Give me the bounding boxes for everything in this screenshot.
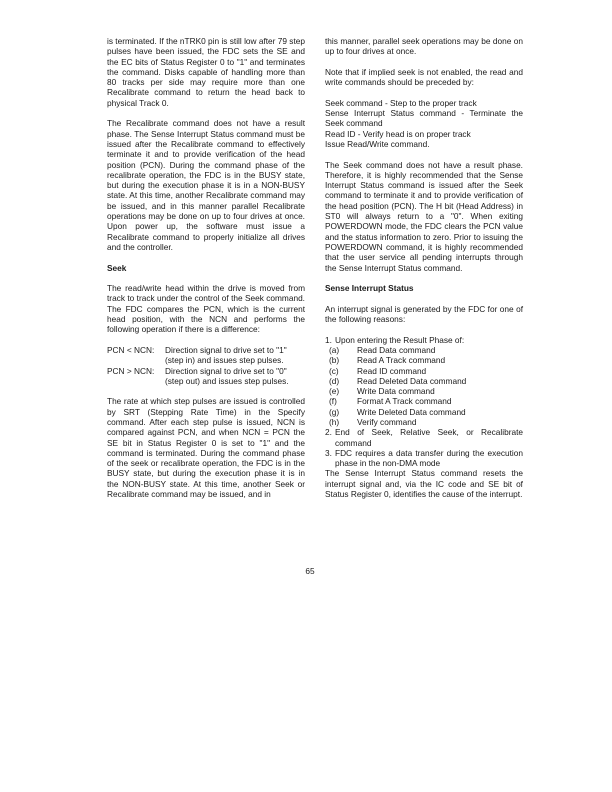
list-item	[325, 448, 523, 469]
sense-interrupt-heading: Sense Interrupt Status	[325, 283, 414, 294]
sequence-line: Issue Read/Write command.	[325, 138, 430, 149]
pcn-label: PCN < NCN:	[107, 344, 155, 355]
sub-list-text: Read Data command	[357, 344, 436, 355]
list-text: Upon entering the Result Phase of:	[335, 334, 465, 345]
paragraph: is terminated. If the nTRK0 pin is still low after 79 step pulses have been issued, the FDC sets the SE and the EC bits of Status Register 0 to "1" and terminates the command. Disks capable of handling more than 80 tracks per side may require more than one Recalibrate command to return the head back to physical Track 0.	[107, 36, 305, 108]
sub-list-item	[325, 396, 523, 406]
pcn-comparison	[107, 345, 305, 386]
sub-list-key: (d)	[329, 375, 340, 386]
sub-list-text: Read ID command	[357, 365, 427, 376]
list-number: 3.	[325, 447, 332, 458]
sub-list-key: (b)	[329, 355, 340, 366]
list-item	[325, 427, 523, 448]
sub-list-key: (h)	[329, 416, 340, 427]
sub-list-key: (f)	[329, 396, 337, 407]
left-column	[107, 36, 305, 510]
list-number: 1.	[325, 334, 332, 345]
command-sequence	[325, 98, 523, 149]
sub-list-text: Format A Track command	[357, 396, 452, 407]
list-text: FDC requires a data transfer during the execution phase in the non-DMA mode	[335, 447, 523, 469]
paragraph: this manner, parallel seek operations may be done on up to four drives at once.	[325, 36, 523, 57]
sub-list-item	[325, 376, 523, 386]
sub-list-text: Verify command	[357, 416, 417, 427]
paragraph: The Recalibrate command does not have a result phase. The Sense Interrupt Status command must be issued after the Recalibrate command to effectively terminate it and to provide verification of the head position (PCN). During the command phase of the recalibrate operation, the FDC is in the BUSY state, but during the execution phase it is in a NON-BUSY state. At this time, another Recalibrate command may be issued, and in this manner parallel Recalibrate operations may be done on up to four drives at once. Upon power up, the software must issue a Recalibrate command to properly initialize all drives and the controller.	[107, 118, 305, 252]
sequence-line: Read ID - Verify head is on proper track	[325, 128, 471, 139]
sub-list-text: Write Deleted Data command	[357, 406, 466, 417]
list-item	[325, 335, 523, 345]
sub-list-item	[325, 417, 523, 427]
list-text: End of Seek, Relative Seek, or Recalibrate command	[335, 427, 523, 448]
sub-list-item	[325, 386, 523, 396]
pcn-text: Direction signal to drive set to "1" (step in) and issues step pulses.	[165, 344, 287, 366]
sub-list-item	[325, 407, 523, 417]
list-number: 2.	[325, 427, 332, 438]
paragraph: The read/write head within the drive is moved from track to track under the control of the Seek command. The FDC compares the PCN, which is the current head position, with the NCN and performs the following operation if there is a difference:	[107, 283, 305, 335]
sequence-line: Seek command - Step to the proper track	[325, 97, 477, 108]
paragraph: The rate at which step pulses are issued is controlled by SRT (Stepping Rate Time) in the Specify command. After each step pulse is issued, NCN is compared against PCN, and when NCN = PCN the SE bit in Status Register 0 is set to "1" and the command is terminated. During the command phase of the seek or recalibrate operation, the FDC is in the BUSY state, but during the execution phase it is in the NON-BUSY state. At this time, another Seek or Recalibrate command may be issued, and in	[107, 396, 305, 500]
sub-list-key: (g)	[329, 406, 340, 417]
sub-list-item	[325, 366, 523, 376]
pcn-row	[107, 345, 305, 366]
seek-heading: Seek	[107, 262, 127, 273]
sub-list-item	[325, 345, 523, 355]
page-number: 65	[305, 566, 315, 576]
reasons-list	[325, 335, 523, 345]
sub-list-text: Read A Track command	[357, 355, 446, 366]
right-column	[325, 36, 523, 510]
sub-list-item	[325, 355, 523, 365]
pcn-text: Direction signal to drive set to "0" (step out) and issues step pulses.	[165, 365, 289, 386]
sub-list-key: (c)	[329, 365, 339, 376]
paragraph: Note that if implied seek is not enabled, the read and write commands should be preceded by:	[325, 66, 523, 88]
pcn-label: PCN > NCN:	[107, 365, 155, 376]
sub-list-text: Read Deleted Data command	[357, 375, 467, 386]
sub-list-key: (a)	[329, 344, 340, 355]
reasons-list	[325, 427, 523, 468]
pcn-row	[107, 366, 305, 387]
sub-list-text: Write Data command	[357, 386, 435, 397]
paragraph: The Seek command does not have a result phase. Therefore, it is highly recommended that the Sense Interrupt Status command is issued after the Seek command to terminate it and to provide verification of the head position (PCN). The H bit (Head Address) in ST0 will always return to a "0". When exiting POWERDOWN mode, the FDC clears the PCN value and the status information to zero. Prior to issuing the POWERDOWN command, it is highly recommended that the user service all pending interrupts through the Sense Interrupt Status command.	[325, 159, 523, 273]
paragraph: An interrupt signal is generated by the FDC for one of the following reasons:	[325, 303, 523, 325]
paragraph: The Sense Interrupt Status command resets the interrupt signal and, via the IC code and SE bit of Status Register 0, identifies the cause of the interrupt.	[325, 468, 523, 500]
sub-list-key: (e)	[329, 386, 340, 397]
sequence-line: Sense Interrupt Status command - Terminate the Seek command	[325, 108, 523, 129]
result-phase-list	[325, 345, 523, 427]
